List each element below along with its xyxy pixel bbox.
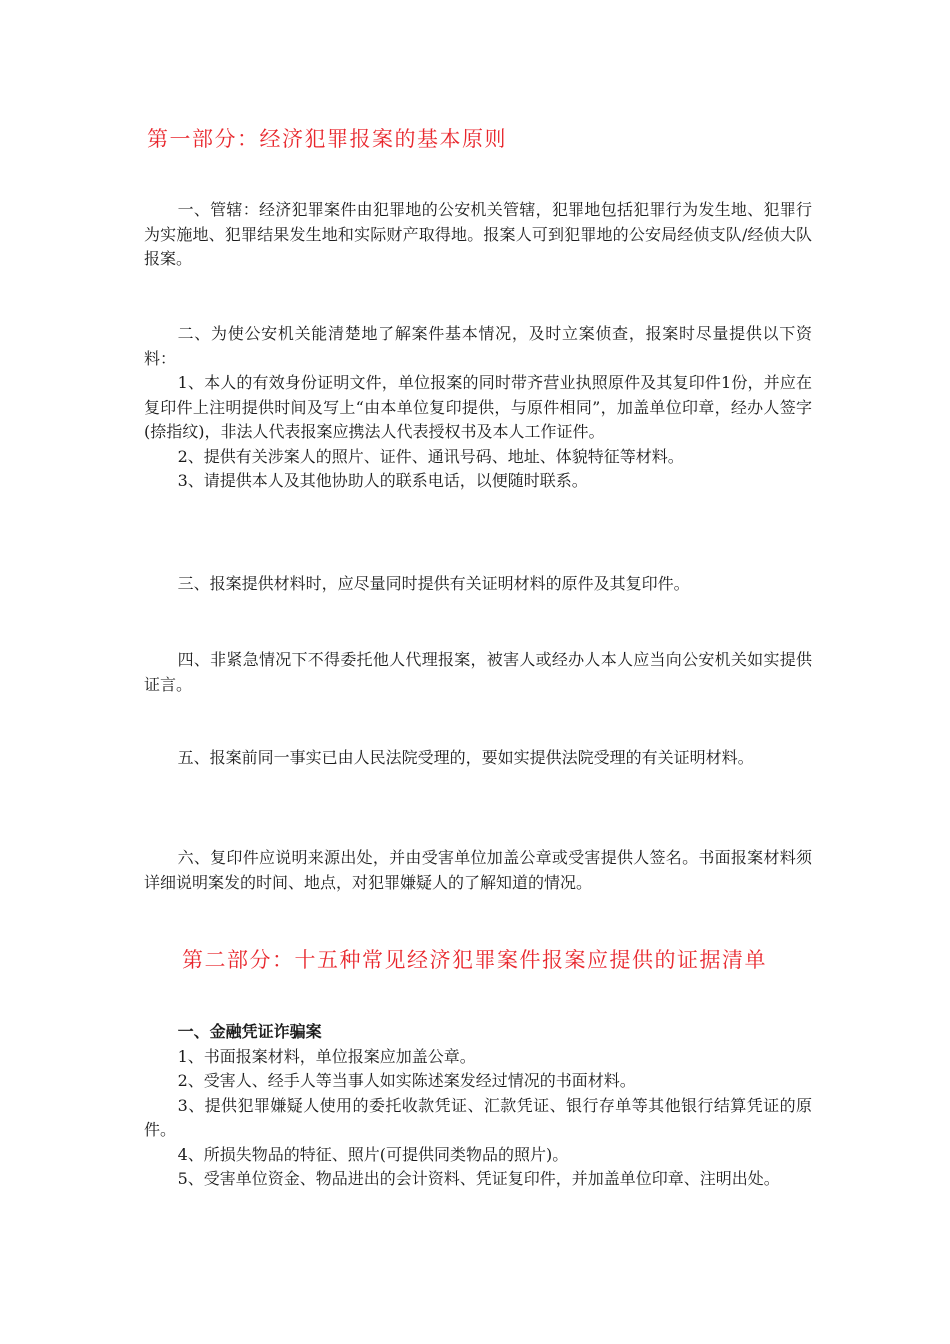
materials-section bbox=[144, 322, 812, 494]
case1-item: 5、受害单位资金、物品进出的会计资料、凭证复印件，并加盖单位印章、注明出处。 bbox=[177, 1169, 780, 1188]
jurisdiction-section bbox=[144, 198, 812, 272]
case1-item: 1、书面报案材料，单位报案应加盖公章。 bbox=[177, 1046, 476, 1066]
no-proxy-paragraph: 四、非紧急情况下不得委托他人代理报案，被害人或经办人本人应当向公安机关如实提供证言。 bbox=[144, 650, 812, 694]
materials-item: 3、请提供本人及其他协助人的联系电话，以便随时联系。 bbox=[177, 471, 588, 490]
case1-title: 一、金融凭证诈骗案 bbox=[177, 1022, 322, 1041]
case1-item: 3、提供犯罪嫌疑人使用的委托收款凭证、汇款凭证、银行存单等其他银行结算凭证的原件。 bbox=[144, 1095, 812, 1139]
case1-item: 4、所损失物品的特征、照片(可提供同类物品的照片)。 bbox=[177, 1144, 569, 1164]
case1-section bbox=[144, 1020, 812, 1192]
part2-title: 第二部分：十五种常见经济犯罪案件报案应提供的证据清单 bbox=[182, 948, 767, 972]
materials-item: 2、提供有关涉案人的照片、证件、通讯号码、地址、体貌特征等材料。 bbox=[177, 446, 684, 466]
materials-intro: 二、为使公安机关能清楚地了解案件基本情况，及时立案侦查，报案时尽量提供以下资料： bbox=[144, 324, 812, 368]
case1-item: 2、受害人、经手人等当事人如实陈述案发经过情况的书面材料。 bbox=[177, 1071, 636, 1090]
copies-section bbox=[144, 846, 812, 895]
no-proxy-section bbox=[144, 648, 812, 697]
originals-paragraph: 三、报案提供材料时，应尽量同时提供有关证明材料的原件及其复印件。 bbox=[177, 574, 690, 593]
court-paragraph: 五、报案前同一事实已由人民法院受理的，要如实提供法院受理的有关证明材料。 bbox=[177, 748, 754, 767]
part1-title: 第一部分：经济犯罪报案的基本原则 bbox=[147, 127, 507, 151]
materials-item: 1、本人的有效身份证明文件，单位报案的同时带齐营业执照原件及其复印件1份，并应在复印件上注明提供时间及写上“由本单位复印提供，与原件相同”，加盖单位印章，经办人签字(捺指纹)，非法人代表报案应携法人代表授权书及本人工作证件。 bbox=[144, 373, 812, 441]
jurisdiction-paragraph: 一、管辖：经济犯罪案件由犯罪地的公安机关管辖，犯罪地包括犯罪行为发生地、犯罪行为实施地、犯罪结果发生地和实际财产取得地。报案人可到犯罪地的公安局经侦支队/经侦大队报案。 bbox=[144, 200, 812, 268]
court-section bbox=[144, 746, 812, 771]
originals-section bbox=[144, 572, 812, 597]
copies-paragraph: 六、复印件应说明来源出处，并由受害单位加盖公章或受害提供人签名。书面报案材料须详细说明案发的时间、地点，对犯罪嫌疑人的了解知道的情况。 bbox=[144, 848, 812, 892]
